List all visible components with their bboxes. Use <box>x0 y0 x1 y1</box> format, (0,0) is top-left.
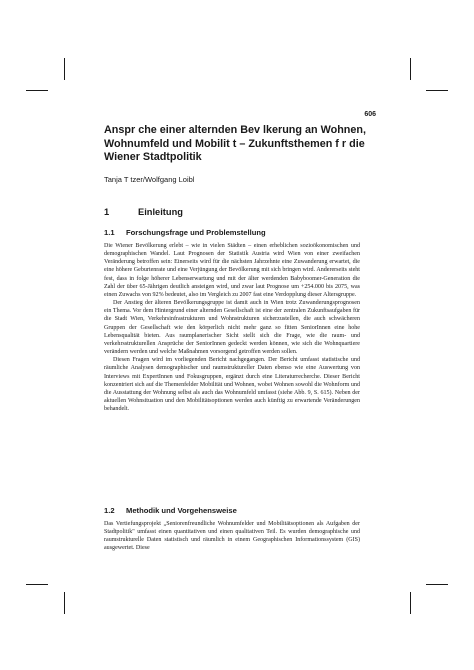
paragraph: Die Wiener Bevölkerung erlebt – wie in vielen Städten – einen erheblichen sozioökonomischen und demographischen Wandel. Laut Prognosen der Statistik Austria wird Wien von einer zweifachen Veränderung betroffen sein: Einerseits wird für die nächsten Jahrzehnte eine Zuwanderung erwartet, die eine höhere Geburtenrate und eine Verjüngung der Bevölkerung mit sich bringen wird. Andererseits steht fest, dass in folge höherer Lebenserwartung und mit der älter werdenden Babyboomer-Generation die Zahl der über 65-Jährigen deutlich ansteigen wird, und zwar laut Prognose um +254.000 bis 2075, was einen Zuwachs von 92% bedeutet, also im Vergleich zu 2007 fast eine Verdopplung dieser Altersgruppe. <box>104 243 360 298</box>
subsection-title: Forschungsfrage und Problemstellung <box>126 228 266 237</box>
subsection-number: 1.2 <box>104 506 115 515</box>
crop-mark-bottom-right-horizontal <box>426 584 448 585</box>
subsection-number: 1.1 <box>104 228 115 237</box>
crop-mark-top-right-horizontal <box>426 90 448 91</box>
paragraph: Das Vertiefungsprojekt „Seniorenfreundliche Wohnumfelder und Mobilitätsoptionen als Aufgaben der Stadtpolitik" umfasst einen quantitativen und einen qualitativen Teil. Es wurden demographische und raumstrukturelle Daten statistisch und räumlich in einem Geographischen Informationssystem (GIS) ausgewertet. Diese <box>104 521 360 552</box>
paragraph: Diesen Fragen wird im vorliegenden Bericht nachgegangen. Der Bericht umfasst statistische und räumliche Analysen demographischer und raumstruktureller Daten ebenso wie eine Auswertung von Interviews mit ExpertInnen und Fokusgruppen, ergänzt durch eine Literaturrecherche. Dieser Bericht konzentriert sich auf die Themenfelder Mobilität und Wohnen, wobei Wohnen sowohl die Wohnform und die Ausstattung der Wohnung selbst als auch das Wohnumfeld umfasst (siehe Abb. 9, S. 615). Neben der aktuellen Wohnsituation und den Mobilitätsoptionen werden auch künftig zu erwartende Veränderungen behandelt. <box>104 357 360 413</box>
crop-mark-bottom-left-horizontal <box>26 584 48 585</box>
crop-mark-top-left-horizontal <box>26 90 48 91</box>
section-title: Einleitung <box>138 207 183 217</box>
crop-mark-bottom-left <box>64 592 65 614</box>
section-number: 1 <box>104 207 110 217</box>
authors: Tanja T tzer/Wolfgang Loibl <box>104 175 195 184</box>
page-number: 606 <box>364 111 376 118</box>
subsection-heading-1-1 <box>104 228 266 237</box>
section-1-1-body <box>104 242 360 413</box>
paragraph: Der Anstieg der älteren Bevölkerungsgruppe ist damit auch in Wien trotz Zuwanderungsprognosen ein Thema. Vor dem Hintergrund einer alternden Gesellschaft ist eine der zentralen Zukunftsaufgaben für die Stadt Wien, Verkehrsinfrastrukturen und Wohnstrukturen sicherzustellen, die auch schwächeren Gruppen der Gesellschaft wie den körperlich nicht mehr ganz so fitten SeniorInnen eine hohe Lebensqualität bieten. Aus raumplanerischer Sicht stellt sich die Frage, wie die raum- und verkehrsstrukturellen Ansprüche der SeniorInnen gedeckt werden können, wie sich die Wohnquartiere verändern werden und welche Maßnahmen vorsorgend getroffen werden sollen. <box>104 300 360 356</box>
subsection-title: Methodik und Vorgehensweise <box>126 506 237 515</box>
section-1-2-body <box>104 520 360 553</box>
crop-mark-bottom-right <box>410 592 411 614</box>
section-heading-1 <box>104 207 183 217</box>
paper-title: Anspr che einer alternden Bev lkerung an Wohnen, Wohnumfeld und Mobilit t – Zukunftsthemen f r die Wiener Stadtpolitik <box>104 124 366 163</box>
crop-mark-top-left <box>64 58 65 80</box>
subsection-heading-1-2 <box>104 506 237 515</box>
crop-mark-top-right <box>410 58 411 80</box>
